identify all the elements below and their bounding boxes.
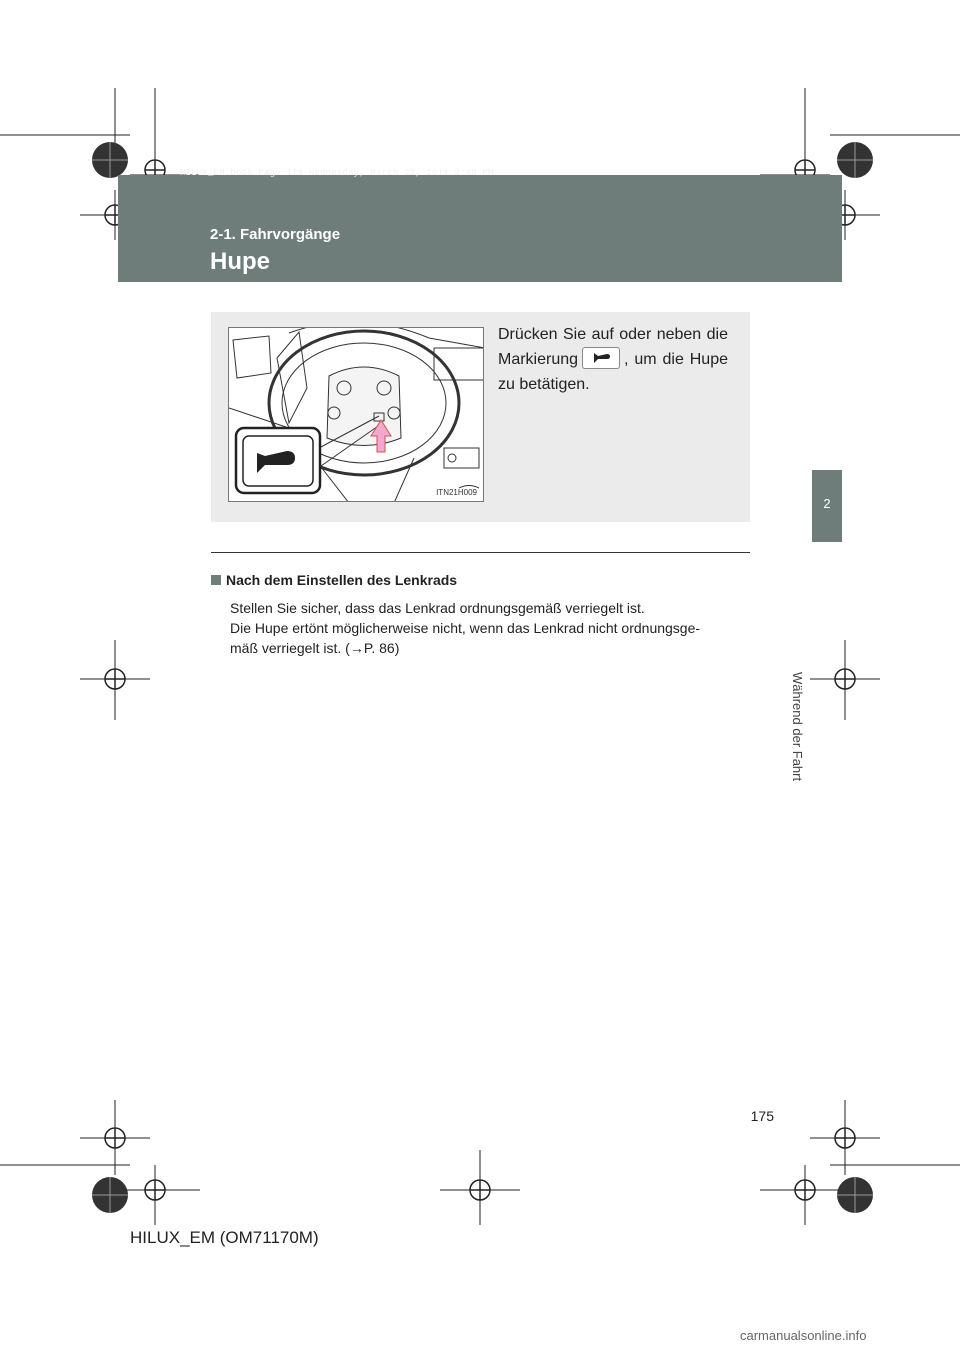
page-number: 175 [750,1108,774,1124]
section-divider [211,552,750,553]
instruction-text-after: , um die Hupe zu betätigen. [498,351,728,393]
page-reference-link[interactable]: P. 86) [363,640,400,656]
chapter-number: 2 [823,496,831,511]
illustration-code: ITN21H009 [436,488,477,497]
note-heading-text: Nach dem Einstellen des Lenkrads [226,572,458,588]
heading-bullet-icon [211,575,221,585]
note-line: Stellen Sie sicher, dass das Lenkrad ordnungsgemäß verriegelt ist. [230,600,645,616]
note-heading [211,572,457,588]
watermark: carmanualsonline.info [740,1328,867,1343]
page-ref-arrow-icon: → [349,640,364,656]
note-line [230,638,760,658]
page-title: Hupe [210,248,270,275]
book-meta-stamp: HILUX_EM.book Page 175 Wednesday, March 23, 2011 2:48 PM [180,168,494,178]
note-line: Die Hupe ertönt möglicherweise nicht, wenn das Lenkrad nicht ordnungsge- [230,620,701,636]
steering-wheel-drawing [229,328,484,502]
footer-model-code: HILUX_EM (OM71170M) [130,1228,319,1247]
horn-instruction [498,322,728,397]
instruction-text-before: Drücken Sie auf oder neben die Markierung [498,326,728,368]
steering-wheel-illustration [228,327,484,502]
note-body [230,598,760,658]
horn-icon [582,347,620,369]
note-line3-prefix: mäß verriegelt ist. ( [230,640,350,656]
section-label: 2-1. Fahrvorgänge [210,226,341,243]
